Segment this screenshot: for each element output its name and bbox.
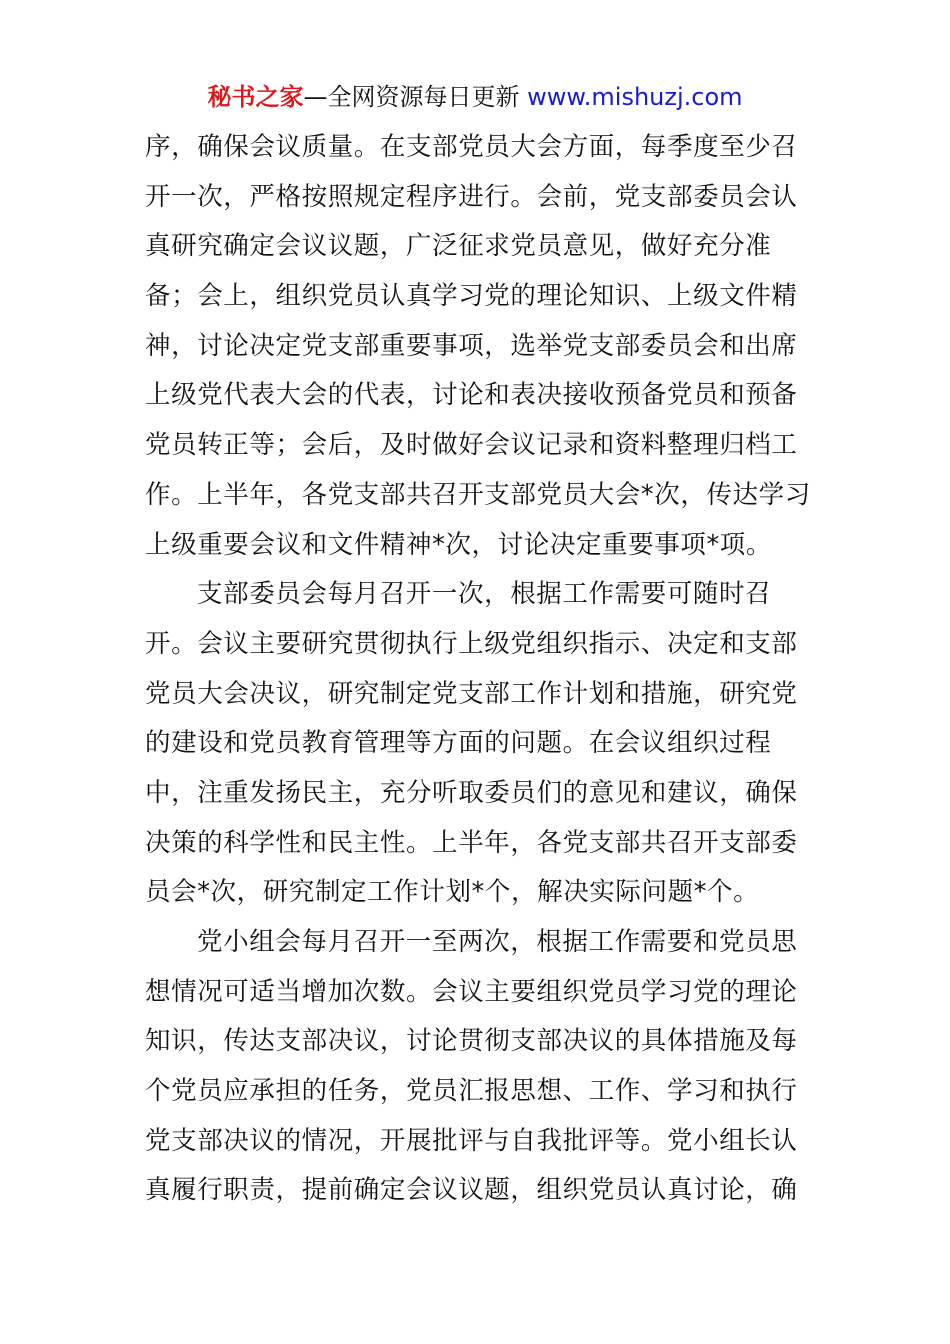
text-line: 上级重要会议和文件精神*次，讨论决定重要事项*项。	[145, 529, 773, 560]
text-line: 知识，传达支部决议，讨论贯彻支部决议的具体措施及每	[145, 1026, 798, 1057]
text-line: 开。会议主要研究贯彻执行上级党组织指示、决定和支部	[145, 628, 798, 659]
website-link[interactable]: www.mishuzj.com	[527, 83, 743, 111]
document-body	[145, 123, 810, 1216]
paragraph-first-line: 党小组会每月召开一至两次，根据工作需要和党员思	[197, 927, 798, 957]
text-line: 真研究确定会议议题，广泛征求党员意见，做好充分准	[145, 231, 772, 262]
text-line: 开一次，严格按照规定程序进行。会前，党支部委员会认	[145, 181, 798, 212]
text-line: 的建设和党员教育管理等方面的问题。在会议组织过程	[145, 728, 772, 759]
text-line: 上级党代表大会的代表，讨论和表决接收预备党员和预备	[145, 380, 798, 411]
text-line: 想情况可适当增加次数。会议主要组织党员学习党的理论	[145, 976, 798, 1007]
header-tagline: —全网资源每日更新	[303, 83, 528, 111]
text-line: 作。上半年，各党支部共召开支部党员大会*次，传达学习	[145, 479, 811, 510]
text-line: 党支部决议的情况，开展批评与自我批评等。党小组长认	[145, 1125, 798, 1156]
text-line: 真履行职责，提前确定会议议题，组织党员认真讨论，确	[145, 1175, 798, 1206]
text-line: 党员大会决议，研究制定党支部工作计划和措施，研究党	[145, 678, 798, 709]
text-line: 中，注重发扬民主，充分听取委员们的意见和建议，确保	[145, 777, 798, 808]
text-line: 党员转正等；会后，及时做好会议记录和资料整理归档工	[145, 430, 798, 461]
paragraph-first-line: 支部委员会每月召开一次，根据工作需要可随时召	[197, 579, 772, 610]
brand-name: 秘书之家	[207, 83, 304, 111]
text-line: 个党员应承担的任务，党员汇报思想、工作、学习和执行	[145, 1076, 798, 1107]
text-line: 备；会上，组织党员认真学习党的理论知识、上级文件精	[145, 281, 798, 312]
text-line: 神，讨论决定党支部重要事项，选举党支部委员会和出席	[145, 330, 798, 361]
page-header	[0, 80, 950, 114]
text-line: 员会*次，研究制定工作计划*个，解决实际问题*个。	[145, 877, 760, 908]
text-line: 决策的科学性和民主性。上半年，各党支部共召开支部委	[145, 827, 798, 858]
text-line: 序，确保会议质量。在支部党员大会方面，每季度至少召	[145, 132, 798, 162]
